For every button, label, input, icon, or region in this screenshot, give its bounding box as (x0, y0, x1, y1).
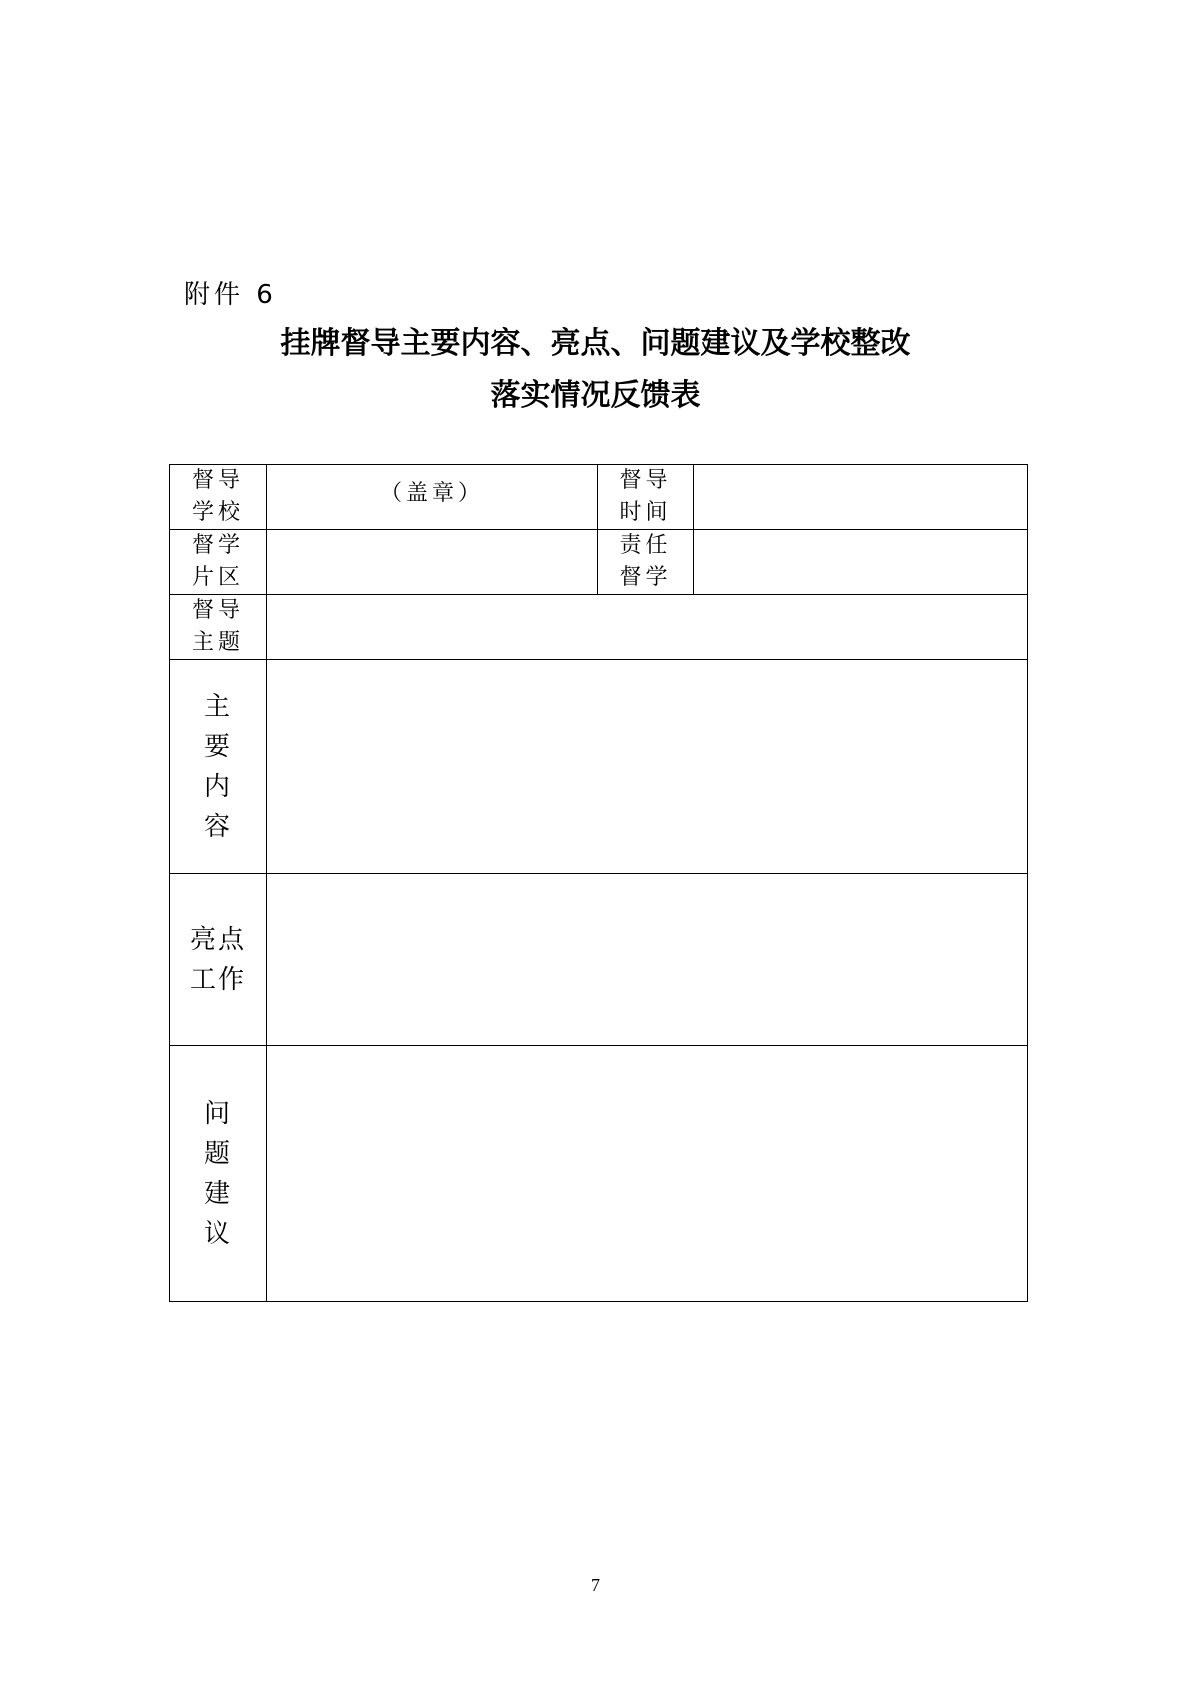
row-school (170, 465, 1028, 530)
label-line: 时间 (619, 500, 672, 525)
page-number: 7 (591, 1575, 600, 1595)
main-content-field[interactable] (267, 660, 1028, 874)
theme-field[interactable] (267, 595, 1028, 660)
row-theme (170, 595, 1028, 660)
label-highlights (170, 874, 267, 1046)
label-line: 督学 (191, 533, 244, 558)
district-field[interactable] (267, 530, 598, 595)
label-char: 主 (203, 691, 232, 722)
label-line: 主题 (191, 630, 244, 655)
highlights-field[interactable] (267, 874, 1028, 1046)
label-district (170, 530, 267, 595)
label-theme (170, 595, 267, 660)
label-line: 学校 (191, 500, 244, 525)
label-line: 责任 (619, 533, 672, 558)
label-char: 要 (203, 731, 232, 762)
label-char: 问 (203, 1098, 232, 1129)
label-char: 题 (203, 1138, 232, 1169)
label-problems-suggestions (170, 1046, 267, 1302)
label-line: 片区 (191, 565, 244, 590)
label-char: 容 (203, 811, 232, 842)
label-line: 亮点 (189, 924, 246, 955)
stamp-note: （盖章） (379, 480, 484, 506)
label-main-content (170, 660, 267, 874)
row-highlights (170, 874, 1028, 1046)
row-main-content (170, 660, 1028, 874)
label-supervised-school (170, 465, 267, 530)
label-line: 督导 (619, 468, 672, 493)
document-title-line2: 落实情况反馈表 (490, 378, 701, 413)
feedback-form-table (169, 464, 1028, 1302)
time-field[interactable] (694, 465, 1028, 530)
row-district (170, 530, 1028, 595)
problems-field[interactable] (267, 1046, 1028, 1302)
document-title-line1: 挂牌督导主要内容、亮点、问题建议及学校整改 (280, 326, 911, 361)
label-line: 督学 (619, 565, 672, 590)
label-line: 工作 (189, 964, 246, 995)
label-line: 督导 (191, 468, 244, 493)
row-problems (170, 1046, 1028, 1302)
label-char: 议 (203, 1218, 232, 1249)
school-field[interactable] (267, 465, 598, 530)
supervisor-field[interactable] (694, 530, 1028, 595)
label-responsible-supervisor (598, 530, 694, 595)
label-char: 内 (203, 771, 232, 802)
label-line: 督导 (191, 598, 244, 623)
label-supervision-time (598, 465, 694, 530)
attachment-label: 附件 6 (184, 280, 277, 310)
label-char: 建 (203, 1178, 232, 1209)
